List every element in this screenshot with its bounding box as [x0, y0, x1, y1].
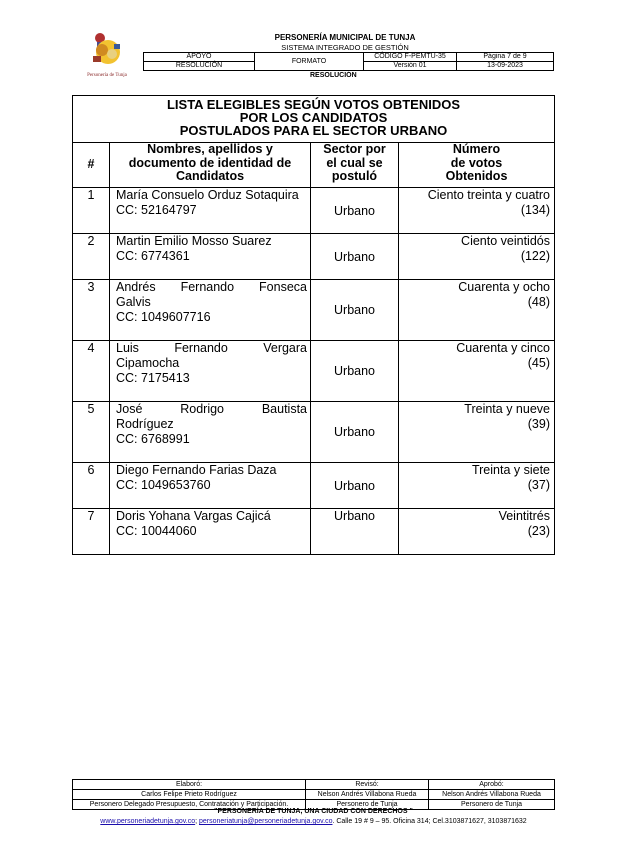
table-title: [73, 96, 555, 143]
candidate-name: María Consuelo Orduz Sotaquira: [116, 188, 299, 202]
title-line: LISTA ELEGIBLES SEGÚN VOTOS OBTENIDOS: [166, 97, 460, 112]
aprobo-role: Personero de Tunja: [429, 800, 555, 810]
candidate-cc: CC: 10044060: [116, 524, 197, 538]
version-cell: Versión 01: [364, 62, 457, 71]
address-text: . Calle 19 # 9 – 95. Oficina 314; Cel.3103871627, 3103871632: [332, 818, 527, 825]
candidate-name: José Rodrigo Bautista: [116, 402, 307, 416]
table-row: [73, 509, 555, 555]
votes-text: Treinta y siete: [471, 463, 550, 477]
aprobo-label: Aprobó:: [429, 780, 555, 790]
candidate-cc: CC: 6768991: [116, 432, 190, 446]
votes-cell: [399, 280, 555, 341]
votes-number: (39): [527, 417, 550, 431]
votes-cell: [399, 188, 555, 234]
table-row: [73, 234, 555, 280]
votes-cell: [399, 341, 555, 402]
sector-cell: Urbano: [311, 509, 399, 555]
table-row: [73, 280, 555, 341]
col-header-sector: [311, 143, 399, 188]
votes-number: (37): [527, 478, 550, 492]
candidate-cell: [110, 280, 311, 341]
candidate-name: Doris Yohana Vargas Cajicá: [116, 509, 271, 523]
votes-cell: [399, 509, 555, 555]
aprobo-name: Nelson Andrés Villabona Rueda: [429, 790, 555, 800]
candidate-cell: [110, 188, 311, 234]
sector-cell: Urbano: [311, 188, 399, 234]
sector-cell: Urbano: [311, 280, 399, 341]
votes-text: Treinta y nueve: [464, 402, 550, 416]
votes-cell: [399, 234, 555, 280]
candidate-cc: CC: 1049607716: [116, 310, 211, 324]
footer-signatures: [72, 779, 555, 810]
resolucion-cell: RESOLUCIÓN: [144, 62, 255, 71]
row-number: 3: [73, 280, 110, 341]
title-line: POR LOS CANDIDATOS: [239, 110, 388, 125]
sector-cell: Urbano: [311, 402, 399, 463]
candidate-cell: [110, 234, 311, 280]
candidate-cell: [110, 509, 311, 555]
separator: ;: [195, 818, 200, 825]
votes-number: (122): [520, 249, 550, 263]
personeria-logo: [78, 30, 136, 80]
votes-text: Ciento veintidós: [461, 234, 550, 248]
candidate-name: Andrés Fernando Fonseca: [116, 280, 307, 294]
table-row: [73, 188, 555, 234]
slogan: "PERSONERÍA DE TUNJA, UNA CIUDAD CON DERECHOS ": [214, 808, 413, 815]
col-header-line: Candidatos: [175, 169, 245, 183]
candidate-name: Luis Fernando Vergara: [116, 341, 307, 355]
row-number: 1: [73, 188, 110, 234]
candidate-name: Martin Emilio Mosso Suarez: [116, 234, 272, 248]
col-header-line: Sector por: [323, 142, 386, 156]
candidate-cc: CC: 1049653760: [116, 478, 211, 492]
col-header-votes: [399, 143, 555, 188]
votes-text: Cuarenta y ocho: [458, 280, 550, 294]
contact-line: [72, 818, 555, 825]
col-header-line: el cual se: [326, 155, 383, 170]
candidate-name-cont: Cipamocha: [116, 356, 180, 370]
reviso-label: Revisó:: [306, 780, 429, 790]
candidate-cell: [110, 402, 311, 463]
title-line: POSTULADOS PARA EL SECTOR URBANO: [179, 123, 448, 138]
logo-caption: Personería de Tunja: [87, 73, 127, 78]
candidate-cell: [110, 341, 311, 402]
col-header-line: postuló: [331, 169, 378, 183]
votes-cell: [399, 402, 555, 463]
email-link[interactable]: personeriatunja@personeriadetunja.gov.co: [199, 818, 333, 825]
votes-number: (48): [527, 295, 550, 309]
sector-cell: Urbano: [311, 463, 399, 509]
candidate-cc: CC: 52164797: [116, 203, 197, 217]
table-row: [73, 402, 555, 463]
row-number: 6: [73, 463, 110, 509]
table-row: [73, 463, 555, 509]
col-header-line: Número: [452, 142, 501, 156]
votes-number: (23): [527, 524, 550, 538]
reviso-role: Personero de Tunja: [306, 800, 429, 810]
votes-text: Veintitrés: [498, 509, 550, 523]
apoyo-cell: APOYO: [144, 53, 255, 62]
candidate-cc: CC: 7175413: [116, 371, 190, 385]
row-number: 2: [73, 234, 110, 280]
fecha-cell: 13-09-2023: [457, 62, 554, 71]
candidate-cc: CC: 6774361: [116, 249, 190, 263]
col-header-line: documento de identidad de: [128, 155, 292, 170]
elaboro-label: Elaboró:: [73, 780, 306, 790]
candidate-name: Diego Fernando Farias Daza: [116, 463, 277, 477]
header-table: [143, 52, 554, 71]
votes-number: (45): [527, 356, 550, 370]
votes-number: (134): [520, 203, 550, 217]
formato-cell: FORMATO: [255, 53, 364, 71]
pagina-cell: Página 7 de 9: [457, 53, 554, 62]
row-number: 7: [73, 509, 110, 555]
candidate-name-cont: Rodríguez: [116, 417, 174, 431]
elaboro-role: Personero Delegado Presupuesto, Contratación y Participación.: [73, 800, 306, 810]
sector-cell: Urbano: [311, 341, 399, 402]
org-name: PERSONERÍA MUNICIPAL DE TUNJA: [274, 33, 416, 42]
system-name: SISTEMA INTEGRADO DE GESTIÓN: [281, 43, 409, 52]
col-header-line: Obtenidos: [445, 169, 508, 183]
doc-type: RESOLUCIÓN: [310, 72, 357, 79]
website-link[interactable]: www.personeriadetunja.gov.co: [100, 818, 196, 825]
sector-cell: Urbano: [311, 234, 399, 280]
candidate-cell: [110, 463, 311, 509]
codigo-cell: CÓDIGO F-PEMTU-35: [364, 53, 457, 62]
table-row: [73, 341, 555, 402]
votes-cell: [399, 463, 555, 509]
col-header-num: #: [73, 143, 110, 188]
col-header-line: de votos: [450, 155, 503, 170]
col-header-name: [110, 143, 311, 188]
row-number: 5: [73, 402, 110, 463]
candidate-name-cont: Galvis: [116, 295, 151, 309]
reviso-name: Nelson Andrés Villabona Rueda: [306, 790, 429, 800]
col-header-line: Nombres, apellidos y: [147, 142, 273, 156]
row-number: 4: [73, 341, 110, 402]
votes-text: Cuarenta y cinco: [456, 341, 550, 355]
candidates-table: [72, 95, 555, 555]
elaboro-name: Carlos Felipe Prieto Rodríguez: [73, 790, 306, 800]
votes-text: Ciento treinta y cuatro: [427, 188, 550, 202]
